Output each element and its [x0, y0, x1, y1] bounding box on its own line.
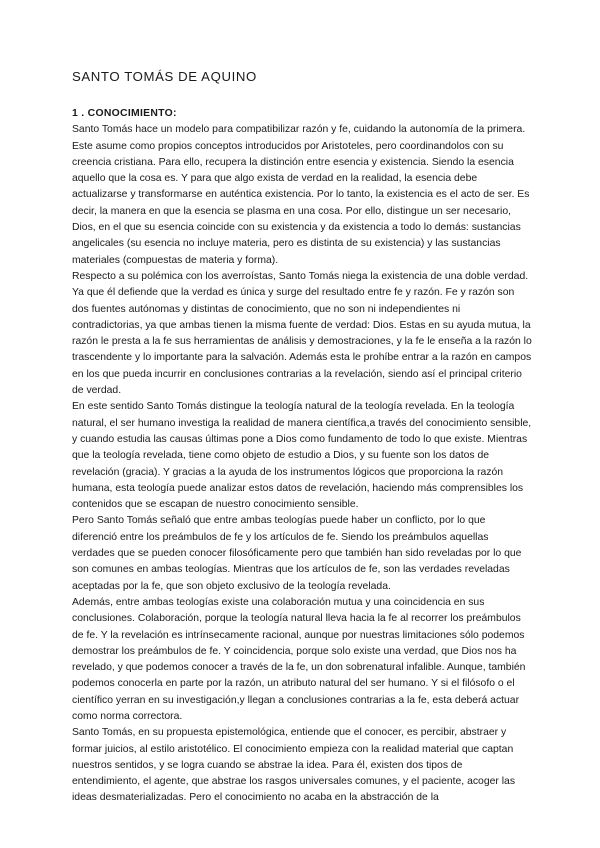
paragraph-epistemologia: Santo Tomás, en su propuesta epistemológica, entiende que el conocer, es percibir, abstraer y formar juicios, al estilo aristotélico. El conocimiento empieza con la realidad material que captan nuestros sentidos, y se logra cuando se abstrae la idea. Para él, existen dos tipos de entendimiento, el agente, que abstrae los rasgos universales comunes, y el paciente, acoger las ideas desmaterializadas. Pero el conocimiento no acaba en la abstracción de la — [72, 727, 516, 804]
paragraph-esencia-existencia: Santo Tomás hace un modelo para compatibilizar razón y fe, cuidando la autonomía de la primera. Este asume como propios conceptos introducidos por Aristoteles, pero coordinandolos con su creencia cristiana. Para ello, recupera la distinción entre esencia y existencia. Siendo la esencia aquello que la cosa es. Y para que algo exista de verdad en la realidad, la esencia debe actualizarse y transformarse en auténtica existencia. Por lo tanto, la existencia es el acto de ser. Es decir, la manera en que la esencia se plasma en una cosa. Por ello, distingue un ser necesario, Dios, en el que su esencia coincide con su existencia y da existencia a todo lo demás: sustancias angelicales (su esencia no incluye materia, pero es distinta de su existencia) y las sustancias materiales (compuestas de materia y forma). — [72, 124, 530, 266]
paragraph-averroistas: Respecto a su polémica con los averroístas, Santo Tomás niega la existencia de una doble verdad. Ya que él defiende que la verdad es única y surge del resultado entre fe y razón. Fe y razón son dos fuentes autónomas y distintas de conocimiento, que no son ni independientes ni contradictorias, ya que ambas tienen la misma fuente de verdad: Dios. Estas en su ayuda mutua, la razón le presta a la fe sus herramientas de análisis y demostraciones, y la fe le enseña a la razón lo trascendente y lo importante para la salvación. Además esta le prohíbe entrar a la razón en campos en los que pueda incurrir en conclusiones contrarias a la revelación, siendo así el principal criterio de verdad. — [72, 270, 532, 397]
document-title: SANTO TOMÁS DE AQUINO — [72, 69, 257, 84]
paragraph-teologia-natural-revelada: En este sentido Santo Tomás distingue la teología natural de la teología revelada. En la teología natural, el ser humano investiga la realidad de manera científica,a través del conocimiento sensible, y cuando estudia las causas últimas pone a Dios como fundamento de todo lo que existe. Mientras que la teología revelada, tiene como objeto de estudio a Dios, y su fuente son los datos de revelación (gracia). Y gracias a la ayuda de los instrumentos lógicos que proporciona la razón humana, esta teología puede analizar estos datos de revelación, haciendo más comprensibles los contenidos que se escapan de nuestro conocimiento sensible. — [72, 401, 532, 511]
section-heading-conocimiento: 1 . CONOCIMIENTO: — [72, 108, 177, 119]
paragraph-preambulos-articulos: Pero Santo Tomás señaló que entre ambas teologías puede haber un conflicto, por lo que diferenció entre los preámbulos de fe y los artículos de fe. Siendo los preámbulos aquellas verdades que se pueden conocer filosóficamente pero que también han sido reveladas por lo que son comunes en ambas teologías. Mientras que los artículos de fe, son las verdades reveladas aceptadas por la fe, que son objeto exclusivo de la teología revelada. — [72, 515, 522, 592]
document-page — [72, 68, 532, 807]
paragraph-colaboracion-coincidencia: Además, entre ambas teologías existe una colaboración mutua y una coincidencia en sus conclusiones. Colaboración, porque la teología natural lleva hacia la fe al recorrer los preámbulos de fe. Y la revelación es intrínsecamente racional, aunque por nuestras limitaciones sólo podemos demostrar los preámbulos de fe. Y coincidencia, porque solo existe una verdad, que Dios nos ha revelado, y que podemos conocer a través de la fe, un don sobrenatural infalible. Aunque, también podemos conocerla en parte por la razón, un atributo natural del ser humano. Y si el filósofo o el científico yerran en su investigación,y llegan a conclusiones contrarias a la fe, esta deberá actuar como norma correctora. — [72, 596, 526, 722]
